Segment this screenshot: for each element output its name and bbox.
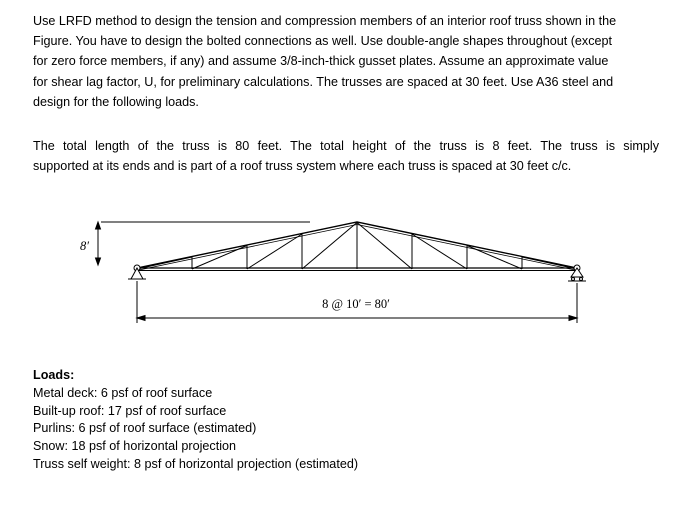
truss-figure [0, 195, 676, 335]
problem-line: design for the following loads. [33, 94, 199, 109]
problem-line: Figure. You have to design the bolted connections as well. Use double-angle shapes throughout (except [33, 34, 613, 49]
dimension-arrow-icon [96, 222, 101, 229]
dimension-arrow-icon [96, 258, 101, 265]
problem-line: Use LRFD method to design the tension and compression members of an interior roof truss shown in the [33, 14, 617, 28]
description-line: The total length of the truss is 80 feet. The total height of the truss is 8 feet. The truss is simply [33, 139, 659, 153]
problem-statement [33, 11, 659, 112]
problem-line: for shear lag factor, U, for preliminary calculations. The trusses are spaced at 30 feet. Use A36 steel and [33, 74, 614, 89]
loads-title: Loads: [33, 368, 75, 382]
load-item: Truss self weight: 8 psf of horizontal projection (estimated) [33, 456, 359, 471]
truss-description [33, 136, 659, 176]
span-label: 8 @ 10′ = 80′ [322, 297, 390, 311]
problem-line: for zero force members, if any) and assume 3/8-inch-thick gusset plates. Assume an approximate value [33, 54, 609, 69]
dimension-arrow-icon [137, 316, 145, 321]
load-item: Metal deck: 6 psf of roof surface [33, 385, 213, 400]
load-item: Built-up roof: 17 psf of roof surface [33, 403, 227, 418]
loads-list [33, 367, 533, 474]
dimension-arrow-icon [569, 316, 577, 321]
truss-members [137, 222, 577, 271]
load-item: Snow: 18 psf of horizontal projection [33, 439, 237, 454]
height-label: 8′ [80, 239, 89, 253]
load-item: Purlins: 6 psf of roof surface (estimated) [33, 421, 257, 436]
description-line: supported at its ends and is part of a roof truss system where each truss is spaced at 30 feet c/c. [33, 159, 572, 174]
